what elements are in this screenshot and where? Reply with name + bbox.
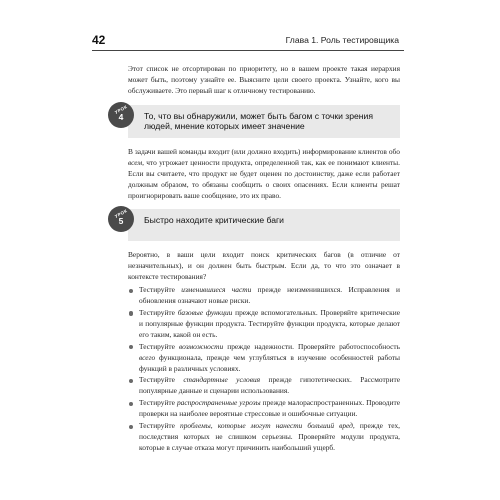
text-run: Тестируйте bbox=[139, 375, 184, 385]
text-run: прежде тех, последствия которых не слишком серьезны. Проверяйте модули продукта, которые в случае отказа могут причинить наибольший ущерб. bbox=[139, 421, 400, 452]
bullet-icon bbox=[129, 289, 133, 293]
text-run: прежде надежности. Проверяйте работоспособность bbox=[223, 341, 400, 351]
text-run: функционала, прежде чем углубляться в изучение особенностей работы функций в различных условиях. bbox=[139, 352, 400, 373]
emphasis-text: стандартные условия bbox=[183, 375, 261, 385]
bullet-icon bbox=[129, 379, 133, 383]
lesson-5-badge bbox=[108, 206, 134, 232]
text-run: прежде малораспространенных. Проводите проверки на наиболее вероятные стрессовые и ошибочные ситуации. bbox=[139, 398, 400, 419]
text-run: В задачи вашей команды входит (или должно входить) информирование клиентов обо bbox=[128, 146, 400, 156]
lesson-5-title: Быстро находите критические баги bbox=[144, 215, 284, 226]
list-item bbox=[128, 342, 400, 375]
page-number: 42 bbox=[92, 33, 106, 47]
text-run: Тестируйте bbox=[139, 285, 182, 295]
list-item bbox=[128, 285, 400, 307]
bullet-icon bbox=[129, 425, 133, 429]
lesson-4-title: То, что вы обнаружили, может быть багом с точки зрения людей, мнение которых имеет значение bbox=[144, 110, 374, 132]
bullet-icon bbox=[129, 311, 133, 315]
lesson-5-paragraph: Вероятно, в ваши цели входит поиск критических багов (в отличие от незначительных), и он должен быть быстрым. Если да, то что это означает в контексте тестирования? bbox=[128, 250, 400, 282]
list-item bbox=[128, 308, 400, 341]
lesson-4-box bbox=[113, 103, 400, 138]
emphasis-text: возможности bbox=[179, 341, 224, 351]
emphasis-text: базовые функции bbox=[177, 307, 233, 317]
emphasis-text: всем bbox=[128, 157, 143, 167]
list-item bbox=[128, 398, 400, 420]
lesson-4-badge bbox=[108, 102, 134, 128]
lesson-word: УРОК bbox=[113, 103, 129, 115]
running-head: Глава 1. Роль тестировщика bbox=[285, 35, 399, 45]
list-item bbox=[128, 375, 400, 397]
text-run: Тестируйте bbox=[139, 341, 179, 351]
page-content bbox=[113, 64, 400, 455]
bullet-icon bbox=[129, 402, 133, 406]
text-run: Тестируйте bbox=[139, 307, 178, 317]
lesson-number: 5 bbox=[118, 216, 124, 227]
text-run: прежде неизменившихся. Исправления и обновления означают новые риски. bbox=[139, 285, 400, 306]
emphasis-text: изменившиеся части bbox=[181, 285, 252, 295]
lesson-word: УРОК bbox=[113, 208, 129, 220]
text-run: Тестируйте bbox=[139, 398, 177, 408]
header-divider bbox=[92, 50, 404, 51]
bullet-icon bbox=[129, 345, 133, 349]
lesson-4-paragraph bbox=[128, 147, 400, 202]
lesson-number: 4 bbox=[118, 111, 124, 122]
emphasis-text: проблемы, которые могут нанести больший вред, bbox=[180, 421, 355, 431]
intro-paragraph: Этот список не отсортирован по приоритету, но в вашем проекте такая иерархия может быть, поэтому узнайте ее. Выясните цели своего проекта. Узнайте, кого вы обслуживаете. Это первый шаг к отличному тестированию. bbox=[128, 64, 400, 95]
list-item bbox=[128, 421, 400, 454]
text-run: , что угрожает ценности продукта, определенной так, как ее понимают клиенты. Если вы считаете, что продукт не будет оценен по достоинству, даже если работает должным образом, то обязаны сообщить о своих опасениях. Если клиенты решат проигнорировать ваше сообщение, это их право. bbox=[128, 157, 400, 200]
text-run: прежде гипотетических. Рассмотрите популярные данные и сценарии использования. bbox=[139, 375, 400, 396]
text-run: Тестируйте bbox=[139, 421, 181, 431]
emphasis-text: всего bbox=[139, 352, 156, 362]
text-run: прежде вспомогательных. Проверяйте критические и популярные функции продукта. Тестируйте функции продукта, которые делают его таким, какой он есть. bbox=[139, 307, 400, 339]
emphasis-text: распространенные угрозы bbox=[176, 398, 261, 408]
lesson-5-box bbox=[113, 208, 400, 241]
testing-priorities-list bbox=[128, 285, 400, 454]
